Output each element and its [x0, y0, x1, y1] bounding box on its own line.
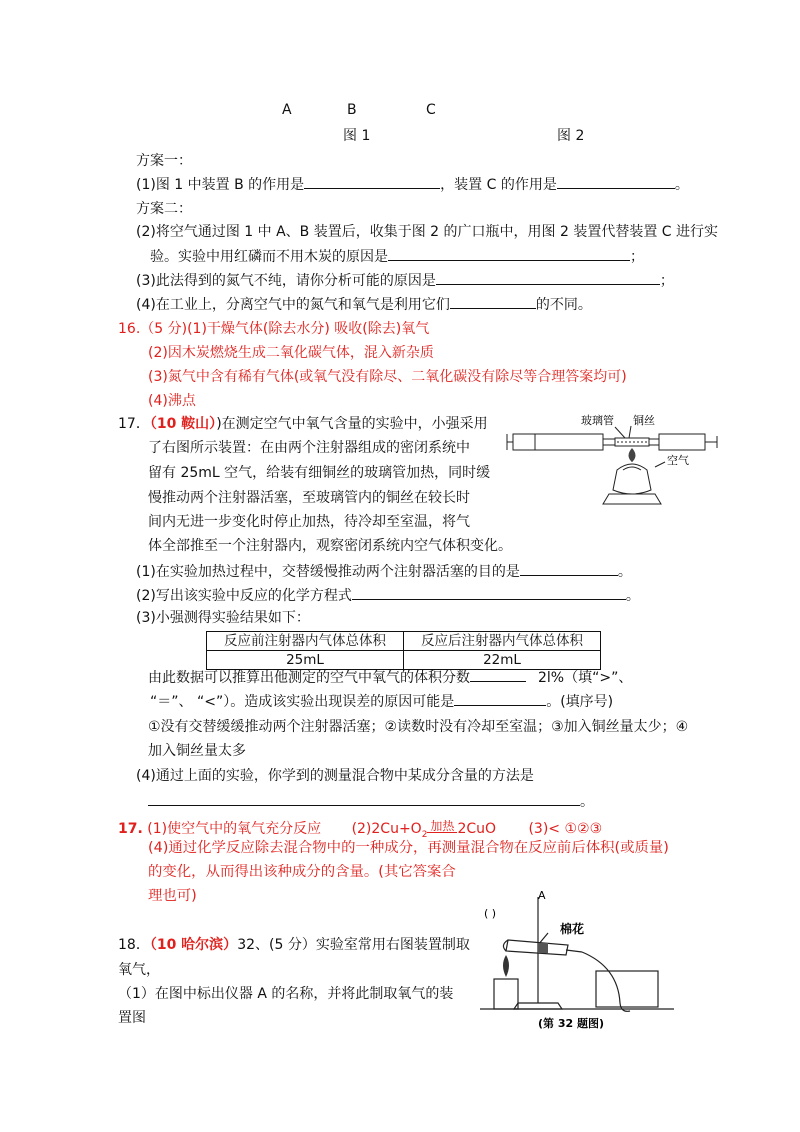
figure-label-a: A	[282, 102, 292, 118]
q17-sub3: (3)小强测得实验结果如下：	[136, 610, 310, 626]
q17-line5: 间内无进一步变化时停止加热，待冷却至室温，将气	[148, 514, 470, 530]
answer-blank	[436, 270, 660, 285]
table-row	[207, 632, 601, 651]
answer-blank	[304, 174, 440, 189]
source-tag: （10 哈尔滨）	[149, 937, 238, 953]
q17-text: )在测定空气中氧气含量的实验中，小强采用	[216, 416, 488, 432]
q17-conclusion-line2	[150, 691, 613, 712]
q17-line3: 留有 25mL 空气，给装有细铜丝的玻璃管加热，同时缓	[148, 465, 491, 481]
answer-17-line4: 理也可)	[148, 888, 197, 904]
q17-sub4-end: 。	[580, 794, 594, 810]
answer-blank	[520, 561, 618, 576]
answer-blank	[454, 691, 546, 706]
answer-17-line2: (4)通过化学反应除去混合物中的一种成分，再测量混合物在反应前后体积(或质量)	[148, 840, 669, 856]
q18-line4: 置图	[118, 1010, 146, 1026]
q15-part3	[136, 270, 674, 291]
q17-line2: 了右图所示装置：在由两个注射器组成的密闭系统中	[148, 440, 470, 456]
answer-blank	[557, 174, 675, 189]
q18-line1	[118, 935, 470, 955]
answer-blank	[450, 294, 536, 309]
cotton-label: 棉花	[560, 922, 585, 936]
q15-part2-text: 验。实验中用红磷而不用木炭的原因是	[150, 249, 388, 265]
q17-sub1	[136, 561, 632, 582]
answer-17-equation-left: (2)2Cu+O	[351, 821, 422, 837]
q17-conclusion-fill: 2l%（填“>”、	[538, 670, 633, 686]
figure-label-c: C	[426, 102, 436, 118]
plan-one-heading: 方案一：	[136, 153, 192, 169]
q17-line6: 体全部推至一个注射器内，观察密闭系统内空气体积变化。	[148, 538, 512, 554]
q15-part1	[136, 174, 689, 195]
answer-17-line3: 的变化，从而得出该种成分的含量。(其它答案合	[148, 864, 456, 880]
q18-text: 32、(5 分）实验室常用右图装置制取	[237, 937, 470, 953]
q18-line3: （1）在图中标出仪器 A 的名称，并将此制取氧气的装	[118, 986, 454, 1002]
table-header-after: 反应后注射器内气体总体积	[404, 632, 601, 651]
answer-blank	[148, 791, 580, 806]
question-number: 17．	[118, 416, 150, 432]
q17-sub1-text: (1)在实验加热过程中，交替缓慢推动两个注射器活塞的目的是	[136, 564, 520, 580]
table-header-before: 反应前注射器内气体总体积	[207, 632, 404, 651]
answer-16-line1: 16.（5 分)(1)干燥气体(除去水分) 吸收(除去)氧气	[118, 321, 430, 337]
answer-17-part3: (3)< ①②③	[528, 821, 603, 837]
answer-17-subscript: 2	[421, 829, 428, 840]
figure-label-b: B	[347, 102, 357, 118]
oxygen-apparatus-figure	[478, 885, 684, 1035]
copper-wire-label: 铜丝	[633, 414, 655, 427]
q15-part1-end: 。	[674, 177, 689, 193]
glass-tube-label: 玻璃管	[581, 414, 614, 427]
q17-sub2-text: (2)写出该实验中反应的化学方程式	[136, 588, 352, 604]
answer-17-equation-right: 2CuO	[457, 821, 497, 837]
air-label: 空气	[667, 454, 689, 467]
reaction-arrow	[427, 819, 457, 833]
table-value-after: 22mL	[404, 651, 601, 670]
q15-part3-end: ；	[659, 273, 674, 289]
answer-16-line3: (3)氮气中含有稀有气体(或氧气没有除尽、二氧化碳没有除尽等合理答案均可)	[148, 369, 627, 385]
syringe-apparatus-figure	[505, 412, 730, 522]
reaction-condition: 加热	[430, 819, 455, 833]
q15-part4-text: (4)在工业上，分离空气中的氮气和氧气是利用它们	[136, 297, 450, 313]
q15-part3-text: (3)此法得到的氮气不纯，请你分析可能的原因是	[136, 273, 436, 289]
answer-number: 17.	[118, 821, 143, 837]
q15-part4	[136, 294, 592, 315]
figure-32-caption: (第 32 题图)	[538, 1017, 605, 1030]
answer-blank	[388, 246, 630, 261]
q15-part1-text: (1)图 1 中装置 B 的作用是	[136, 177, 305, 193]
q17-sub4-answer-line	[148, 791, 594, 812]
results-table	[206, 631, 601, 670]
q17-conclusion-text: 由此数据可以推算出他测定的空气中氧气的体积分数	[148, 670, 470, 686]
q15-part2-line1: (2)将空气通过图 1 中 A、B 装置后，收集于图 2 的广口瓶中，用图 2 装置代替装置 C 进行实	[136, 224, 719, 240]
answer-16-line2: (2)因木炭燃烧生成二氧化碳气体，混入新杂质	[148, 345, 434, 361]
q15-part4-end: 的不同。	[535, 297, 592, 313]
q18-line2: 氧气，	[118, 962, 160, 978]
q15-part2-line2	[150, 246, 644, 267]
q17-sub4: (4)通过上面的实验，你学到的测量混合物中某成分含量的方法是	[136, 768, 534, 784]
instrument-a-label: A	[538, 889, 546, 902]
answer-blank	[470, 667, 526, 682]
source-tag: （10 鞍山）	[149, 416, 217, 432]
answer-16-line4: (4)沸点	[148, 393, 196, 409]
q17-conclusion-text2: “＝”、 “<”）。造成该实验出现误差的原因可能是	[150, 694, 455, 710]
plan-two-heading: 方案二：	[136, 201, 192, 217]
q17-sub2	[136, 585, 640, 606]
q17-options-line1: ①没有交替缓缓推动两个注射器活塞；②读数时没有冷却至室温；③加入铜丝量太少；④	[148, 719, 689, 735]
q15-part1-mid: ，装置 C 的作用是	[440, 177, 557, 193]
q17-conclusion-line1	[148, 667, 632, 688]
q15-part2-end: ；	[630, 249, 644, 265]
figure-2-caption: 图 2	[557, 128, 585, 144]
q17-sub1-end: 。	[617, 564, 632, 580]
answer-17-part1: (1)使空气中的氧气充分反应	[147, 821, 322, 837]
q17-sub2-end: 。	[625, 588, 640, 604]
q17-line1	[118, 414, 488, 434]
figure-1-caption: 图 1	[343, 128, 371, 144]
answer-blank	[352, 585, 626, 600]
q17-conclusion-end: 。(填序号)	[546, 694, 614, 710]
q17-options-line2: 加入铜丝量太多	[148, 743, 246, 759]
question-number: 18．	[118, 937, 150, 953]
instrument-a-answer-paren: ( )	[484, 907, 497, 920]
q17-line4: 慢推动两个注射器活塞，至玻璃管内的铜丝在较长时	[148, 490, 470, 506]
table-value-before: 25mL	[207, 651, 404, 670]
